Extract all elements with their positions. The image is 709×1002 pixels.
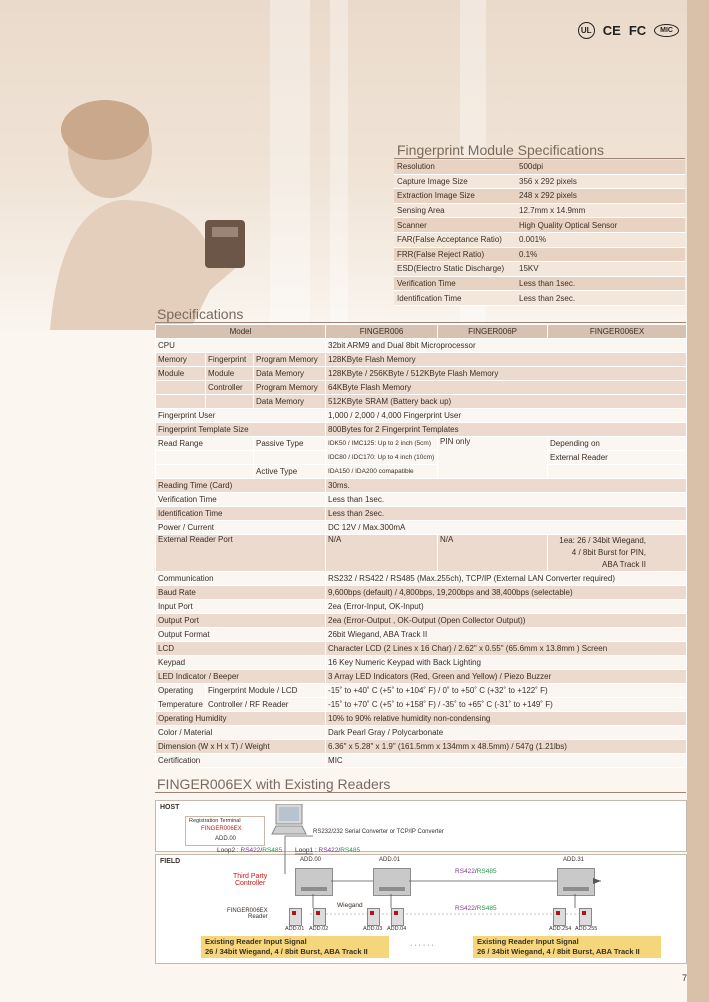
table-row [156, 479, 687, 493]
reader-led [370, 911, 374, 915]
row-sublabel: Controller [206, 381, 254, 395]
row-label: Color / Material [156, 726, 326, 740]
row-sublabel: Active Type [254, 465, 326, 479]
row-value: IDA150 / IDA200 comapatible [326, 465, 438, 479]
row-sublabel [254, 451, 326, 465]
row-sublabel: Data Memory [254, 367, 326, 381]
table-row [156, 423, 687, 437]
controller-address: ADD.00 [300, 857, 322, 863]
table-row [156, 712, 687, 726]
table-row [156, 451, 687, 465]
loop2-text: Loop2 : [217, 847, 239, 854]
light-beam [270, 0, 310, 330]
table-row [156, 409, 687, 423]
row-value: 1,000 / 2,000 / 4,000 Fingerprint User [326, 409, 687, 423]
table-row [156, 600, 687, 614]
row-value: 800Bytes for 2 Fingerprint Templates [326, 423, 687, 437]
page-edge-band [687, 0, 709, 1002]
signal-line: 26 / 34bit Wiegand, 4 / 8bit Burst, ABA Track II [477, 947, 640, 956]
row-value: IDC80 / IDC170: Up to 4 inch (10cm) [326, 451, 438, 465]
row-value: 6.36" x 5.28" x 1.9" (161.5mm x 134mm x 48.5mm) / 547g (1.21lbs) [326, 740, 687, 754]
row-value: N/A [438, 535, 548, 572]
row-value: Character LCD (2 Lines x 16 Char) / 2.62" x 0.55" (65.6mm x 13.8mm ) Screen [326, 642, 687, 656]
row-label: Fingerprint User [156, 409, 326, 423]
row-value: 500dpi [516, 160, 685, 174]
signal-line: 26 / 34bit Wiegand, 4 / 8bit Burst, ABA Track II [205, 947, 368, 956]
loop1-text: Loop1 : [295, 847, 317, 854]
table-row [156, 437, 687, 451]
table-row [394, 174, 685, 189]
reader-led [556, 911, 560, 915]
table-row [394, 247, 685, 262]
row-label: Scanner [394, 218, 516, 233]
row-value: 128KByte / 256KByte / 512KByte Flash Memory [326, 367, 687, 381]
row-value: N/A [326, 535, 438, 572]
row-label: Capture Image Size [394, 174, 516, 189]
row-label: Temperature [156, 698, 206, 712]
table-row [394, 218, 685, 233]
rs485-text: RS485 [262, 847, 283, 854]
page-number: 7 [681, 973, 687, 983]
controller-address: ADD.31 [563, 857, 585, 863]
reader-led [394, 911, 398, 915]
row-sublabel: Module [206, 367, 254, 381]
table-row [156, 698, 687, 712]
row-sublabel: Controller / RF Reader [206, 698, 326, 712]
table-row [156, 614, 687, 628]
specifications-title: Specifications [157, 306, 244, 322]
row-value: IDK50 / IMC125: Up to 2 inch (5cm) [326, 437, 438, 451]
row-value [548, 535, 687, 572]
table-row [394, 262, 685, 277]
reader-label-line: Reader [248, 914, 268, 920]
reader-address: ADD.255 [575, 926, 598, 932]
table-row [394, 291, 685, 306]
rs485-text: RS485 [476, 868, 497, 875]
table-row [156, 367, 687, 381]
model-finger006: FINGER006 [326, 325, 438, 339]
signal-line: Existing Reader Input Signal [205, 937, 307, 946]
rs422-text: RS422 [318, 847, 339, 854]
row-value: 3 Array LED Indicators (Red, Green and Yellow) / Piezo Buzzer [326, 670, 687, 684]
row-label: Identification Time [394, 291, 516, 306]
table-row [156, 535, 687, 572]
reader-device-icon [553, 908, 566, 926]
table-row [394, 276, 685, 291]
diagram-title: FINGER006EX with Existing Readers [157, 776, 391, 792]
row-label: Output Format [156, 628, 326, 642]
row-label: Resolution [394, 160, 516, 174]
row-label: Power / Current [156, 521, 326, 535]
row-label: Keypad [156, 656, 326, 670]
ext-port-line: 4 / 8bit Burst for PIN, [571, 548, 647, 557]
row-value: MIC [326, 754, 687, 768]
row-sublabel: Fingerprint [206, 353, 254, 367]
table-row [394, 189, 685, 204]
row-label: Communication [156, 572, 326, 586]
reader-led [316, 911, 320, 915]
reader-led [292, 911, 296, 915]
row-label [156, 395, 206, 409]
table-row [156, 572, 687, 586]
reader-device-icon [313, 908, 326, 926]
row-value: PIN only [438, 437, 548, 479]
table-row [156, 586, 687, 600]
table-row [156, 395, 687, 409]
rs485-text: RS485 [476, 905, 497, 912]
row-value: -15˚ to +70˚ C (+5˚ to +158˚ F) / -35˚ to +65˚ C (-31˚ to +149˚ F) [326, 698, 687, 712]
row-value: 16 Key Numeric Keypad with Back Lighting [326, 656, 687, 670]
rs485-text: RS485 [340, 847, 361, 854]
row-value: 2ea (Error-Input, OK-Input) [326, 600, 687, 614]
ext-port-line: 1ea: 26 / 34bit Wiegand, [559, 536, 647, 545]
certification-marks [578, 22, 679, 39]
reader-device-icon [391, 908, 404, 926]
reader-address: ADD.02 [309, 926, 329, 932]
ul-mark-icon: UL [578, 22, 595, 39]
table-row [156, 684, 687, 698]
table-header-row [156, 325, 687, 339]
person-using-terminal-illustration [40, 90, 270, 330]
finger006ex-reader-label [227, 908, 268, 920]
model-header: Model [156, 325, 326, 339]
row-value: 512KByte SRAM (Battery back up) [326, 395, 687, 409]
table-row [156, 353, 687, 367]
reader-led [582, 911, 586, 915]
row-sublabel: Passive Type [254, 437, 326, 451]
converter-label: RS232/232 Serial Converter or TCP/IP Converter [313, 829, 444, 835]
divider [394, 158, 685, 159]
row-label: External Reader Port [156, 535, 326, 572]
row-sublabel: Data Memory [254, 395, 326, 409]
row-value [548, 465, 687, 479]
row-label: Verification Time [394, 276, 516, 291]
row-value: 10% to 90% relative humidity non-condensing [326, 712, 687, 726]
row-label: Operating [156, 684, 206, 698]
light-beam [330, 0, 348, 330]
row-value: Less than 1sec. [516, 276, 685, 291]
row-label: ESD(Electro Static Discharge) [394, 262, 516, 277]
row-label: Baud Rate [156, 586, 326, 600]
row-label: Module [156, 367, 206, 381]
reader-address: ADD.01 [285, 926, 305, 932]
existing-reader-signal-right [473, 936, 661, 958]
row-label: Sensing Area [394, 203, 516, 218]
table-row [156, 521, 687, 535]
row-label: Input Port [156, 600, 326, 614]
row-value: 356 x 292 pixels [516, 174, 685, 189]
row-label: Certification [156, 754, 326, 768]
signal-line: Existing Reader Input Signal [477, 937, 579, 946]
fingerprint-module-title: Fingerprint Module Specifications [397, 142, 604, 158]
rs422-text: RS422 [240, 847, 261, 854]
table-row [156, 339, 687, 353]
row-sublabel: Program Memory [254, 381, 326, 395]
row-label: FAR(False Acceptance Ratio) [394, 232, 516, 247]
divider [155, 322, 686, 323]
table-row [156, 507, 687, 521]
specifications-table [155, 324, 687, 768]
registration-terminal-address: ADD.00 [215, 836, 237, 842]
row-value: Depending on [548, 437, 687, 451]
row-value: DC 12V / Max.300mA [326, 521, 687, 535]
table-row [394, 232, 685, 247]
row-label: FRR(False Reject Ratio) [394, 247, 516, 262]
existing-reader-signal-left [201, 936, 389, 958]
row-value: 2ea (Error-Output , OK-Output (Open Collector Output)) [326, 614, 687, 628]
row-value: 128KByte Flash Memory [326, 353, 687, 367]
row-label: Fingerprint Template Size [156, 423, 326, 437]
row-value: 30ms. [326, 479, 687, 493]
row-label: CPU [156, 339, 326, 353]
row-value: Less than 2sec. [516, 291, 685, 306]
row-value: High Quality Optical Sensor [516, 218, 685, 233]
ext-port-line: ABA Track II [602, 560, 647, 569]
row-value: 248 x 292 pixels [516, 189, 685, 204]
table-row [156, 670, 687, 684]
third-party-line: Third Party [233, 873, 268, 880]
table-row [156, 628, 687, 642]
third-party-line: Controller [234, 880, 266, 887]
row-label: Verification Time [156, 493, 326, 507]
ce-mark-icon: CE [602, 23, 621, 38]
row-value: Less than 2sec. [326, 507, 687, 521]
row-label: Dimension (W x H x T) / Weight [156, 740, 326, 754]
mic-mark-icon: MIC [654, 24, 679, 37]
row-label: Read Range [156, 437, 254, 451]
divider [155, 792, 686, 793]
row-label: LCD [156, 642, 326, 656]
row-value: 26bit Wiegand, ABA Track II [326, 628, 687, 642]
row-label [156, 381, 206, 395]
table-row [156, 726, 687, 740]
model-finger006ex: FINGER006EX [548, 325, 687, 339]
model-finger006p: FINGER006P [438, 325, 548, 339]
rs422-text: RS422 [455, 868, 475, 875]
reader-address: ADD.04 [387, 926, 407, 932]
row-sublabel [206, 395, 254, 409]
rs-bus-label [455, 868, 497, 875]
rs422-text: RS422 [455, 905, 475, 912]
slash-text: / [474, 905, 477, 912]
table-row [394, 160, 685, 174]
slash-text: / [474, 868, 477, 875]
table-row [156, 656, 687, 670]
row-value: RS232 / RS422 / RS485 (Max.255ch), TCP/IP (External LAN Converter required) [326, 572, 687, 586]
registration-terminal-model: FINGER006EX [201, 826, 242, 832]
row-label [156, 465, 254, 479]
table-row [156, 381, 687, 395]
field-label: FIELD [160, 858, 181, 865]
row-sublabel: Program Memory [254, 353, 326, 367]
registration-terminal-label: Registration Terminal [189, 818, 241, 824]
host-label: HOST [160, 804, 180, 811]
row-label: Reading Time (Card) [156, 479, 326, 493]
row-value: Less than 1sec. [326, 493, 687, 507]
table-row [156, 740, 687, 754]
row-value: -15˚ to +40˚ C (+5˚ to +104˚ F) / 0˚ to +50˚ C (+32˚ to +122˚ F) [326, 684, 687, 698]
row-label: Operating Humidity [156, 712, 326, 726]
row-label: Identification Time [156, 507, 326, 521]
table-row [156, 465, 687, 479]
reader-address: ADD.254 [549, 926, 572, 932]
fingerprint-module-table [394, 160, 685, 306]
row-value: 0.001% [516, 232, 685, 247]
reader-address: ADD.03 [363, 926, 383, 932]
ellipsis: · · · · · · [410, 942, 434, 949]
row-value: 15KV [516, 262, 685, 277]
row-label: LED Indicator / Beeper [156, 670, 326, 684]
reader-device-icon [367, 908, 380, 926]
slash-text: / [260, 847, 263, 854]
reader-device-icon [579, 908, 592, 926]
table-row [394, 203, 685, 218]
reader-device-icon [289, 908, 302, 926]
wiegand-label: Wiegand [337, 902, 363, 909]
row-value: 32bit ARM9 and Dual 8bit Microprocessor [326, 339, 687, 353]
row-sublabel: Fingerprint Module / LCD [206, 684, 326, 698]
row-label: Output Port [156, 614, 326, 628]
row-value: Dark Pearl Gray / Polycarbonate [326, 726, 687, 740]
row-value: 9,600bps (default) / 4,800bps, 19,200bps and 38,400bps (selectable) [326, 586, 687, 600]
fcc-mark-icon: FC [628, 23, 647, 38]
reader-label-line: FINGER006EX [227, 908, 268, 914]
row-label [156, 451, 254, 465]
slash-text: / [338, 847, 341, 854]
row-label: Memory [156, 353, 206, 367]
row-value: External Reader [548, 451, 687, 465]
table-row [156, 493, 687, 507]
table-row [156, 754, 687, 768]
system-diagram [155, 796, 686, 964]
row-value: 12.7mm x 14.9mm [516, 203, 685, 218]
row-label: Extraction Image Size [394, 189, 516, 204]
table-row [156, 642, 687, 656]
row-value: 0.1% [516, 247, 685, 262]
controller-address: ADD.01 [379, 857, 401, 863]
rs-bus-label [455, 905, 497, 912]
row-value: 64KByte Flash Memory [326, 381, 687, 395]
